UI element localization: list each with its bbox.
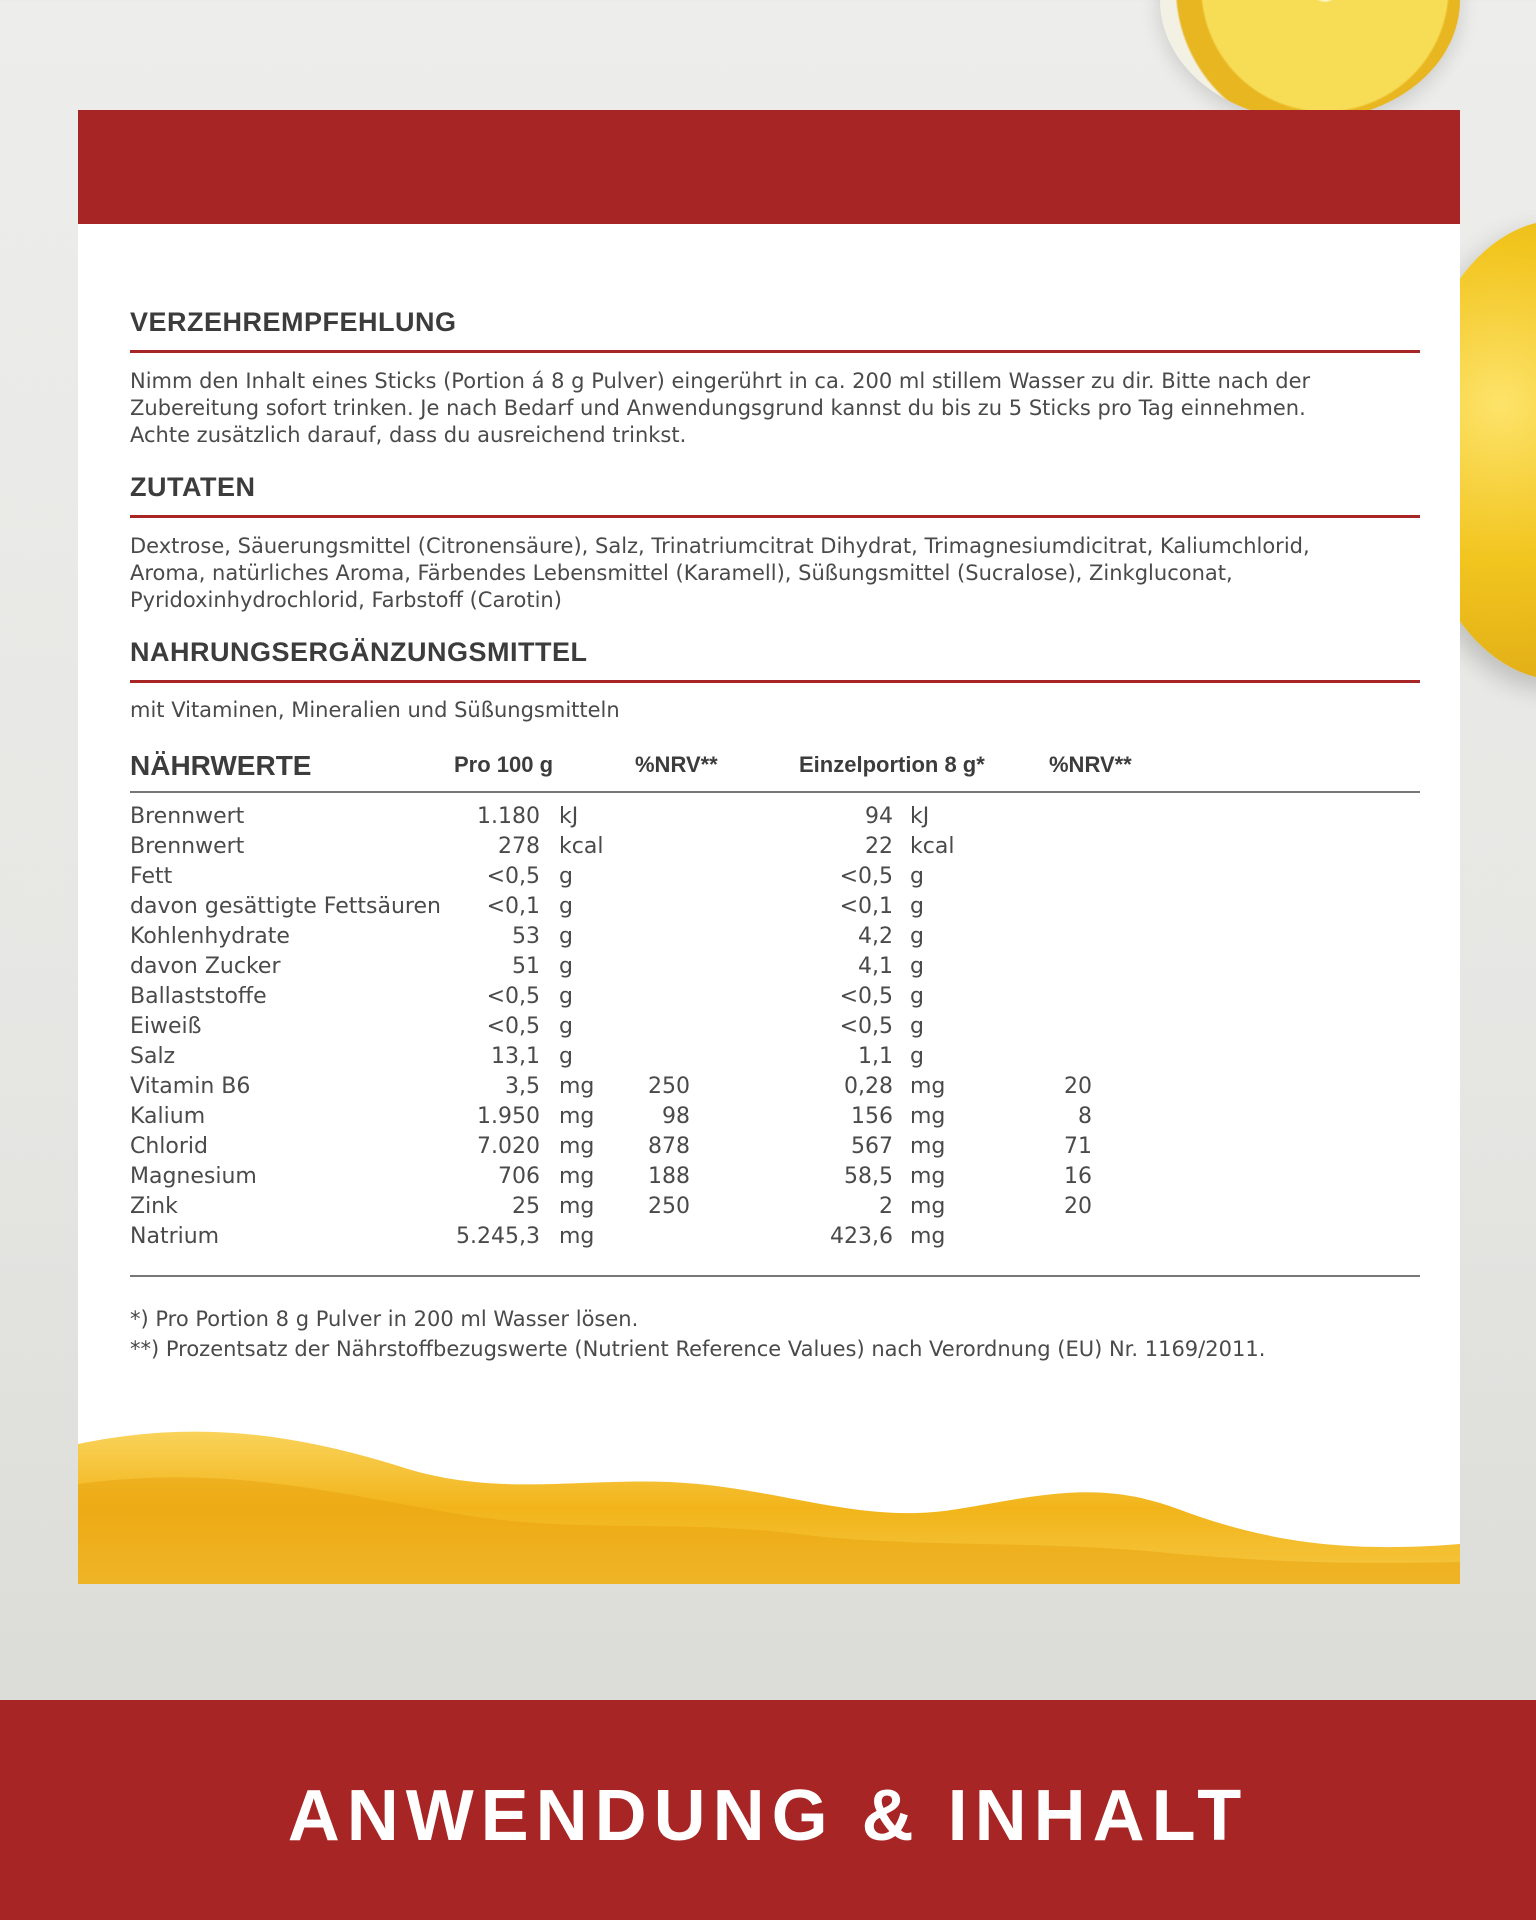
cell-vp: 94 bbox=[865, 804, 893, 829]
cell-v100: 3,5 bbox=[505, 1074, 540, 1099]
cell-up: mg bbox=[910, 1134, 946, 1159]
table-row bbox=[130, 1194, 1420, 1224]
header-nrv-100: %NRV** bbox=[635, 752, 718, 777]
cell-vp: 58,5 bbox=[844, 1164, 893, 1189]
section-rule bbox=[130, 515, 1420, 518]
cell-name: Ballaststoffe bbox=[130, 984, 267, 1009]
cell-u100: mg bbox=[559, 1164, 595, 1189]
cell-up: g bbox=[910, 864, 924, 889]
zutaten-line: Pyridoxinhydrochlorid, Farbstoff (Carotin) bbox=[130, 588, 562, 612]
cell-u100: g bbox=[559, 1014, 573, 1039]
table-bottom-rule bbox=[130, 1275, 1420, 1277]
cell-name: Kalium bbox=[130, 1104, 206, 1129]
cell-name: Brennwert bbox=[130, 804, 245, 829]
cell-up: g bbox=[910, 954, 924, 979]
verzehr-line: Zubereitung sofort trinken. Je nach Bedarf und Anwendungsgrund kannst du bis zu 5 Sticks pro Tag einnehmen. bbox=[130, 396, 1306, 420]
table-row bbox=[130, 924, 1420, 954]
cell-nrv2: 71 bbox=[1064, 1134, 1092, 1159]
cell-up: mg bbox=[910, 1104, 946, 1129]
cell-name: Salz bbox=[130, 1044, 176, 1069]
section-rule bbox=[130, 350, 1420, 353]
cell-v100: 13,1 bbox=[491, 1044, 540, 1069]
cell-up: kJ bbox=[910, 804, 930, 829]
table-row bbox=[130, 894, 1420, 924]
footnote: **) Prozentsatz der Nährstoffbezugswerte (Nutrient Reference Values) nach Verordnung (EU) Nr. 1169/2011. bbox=[130, 1337, 1266, 1361]
table-row bbox=[130, 1134, 1420, 1164]
lemon-slice-image bbox=[1160, 0, 1460, 120]
cell-nrv1: 250 bbox=[648, 1074, 690, 1099]
cell-up: g bbox=[910, 984, 924, 1009]
cell-name: davon gesättigte Fettsäuren bbox=[130, 894, 441, 919]
cell-name: Kohlenhydrate bbox=[130, 924, 290, 949]
cell-name: Fett bbox=[130, 864, 173, 889]
footnotes bbox=[130, 1304, 1420, 1364]
cell-name: Vitamin B6 bbox=[130, 1074, 251, 1099]
header-portion: Einzelportion 8 g* bbox=[799, 752, 985, 777]
cell-v100: <0,1 bbox=[486, 894, 540, 919]
table-row bbox=[130, 1014, 1420, 1044]
verzehr-line: Nimm den Inhalt eines Sticks (Portion á 8 g Pulver) eingerührt in ca. 200 ml stillem Wasser zu dir. Bitte nach der bbox=[130, 369, 1311, 393]
cell-v100: <0,5 bbox=[486, 864, 540, 889]
cell-v100: 5.245,3 bbox=[456, 1224, 540, 1249]
nutrition-header bbox=[130, 750, 1420, 790]
cell-v100: <0,5 bbox=[486, 1014, 540, 1039]
zutaten-text bbox=[130, 533, 1420, 614]
header-nrv-portion: %NRV** bbox=[1049, 752, 1132, 777]
cell-nrv1: 98 bbox=[662, 1104, 690, 1129]
cell-u100: g bbox=[559, 864, 573, 889]
cell-name: Magnesium bbox=[130, 1164, 257, 1189]
cell-u100: mg bbox=[559, 1194, 595, 1219]
banner-title: ANWENDUNG & INHALT bbox=[287, 1776, 1249, 1856]
table-row bbox=[130, 804, 1420, 834]
cell-v100: 278 bbox=[498, 834, 540, 859]
table-row bbox=[130, 1074, 1420, 1104]
cell-v100: 53 bbox=[512, 924, 540, 949]
nutrition-table bbox=[130, 804, 1420, 1254]
cell-v100: 25 bbox=[512, 1194, 540, 1219]
cell-u100: mg bbox=[559, 1104, 595, 1129]
section-title-zutaten: ZUTATEN bbox=[130, 472, 256, 502]
cell-up: mg bbox=[910, 1224, 946, 1249]
cell-vp: <0,1 bbox=[839, 894, 893, 919]
cell-vp: 1,1 bbox=[858, 1044, 893, 1069]
cell-u100: g bbox=[559, 894, 573, 919]
cell-name: Eiweiß bbox=[130, 1014, 202, 1039]
table-row bbox=[130, 1224, 1420, 1254]
cell-up: mg bbox=[910, 1194, 946, 1219]
cell-u100: kJ bbox=[559, 804, 579, 829]
cell-vp: 2 bbox=[879, 1194, 893, 1219]
cell-vp: 567 bbox=[851, 1134, 893, 1159]
cell-vp: <0,5 bbox=[839, 984, 893, 1009]
cell-up: g bbox=[910, 1044, 924, 1069]
table-row bbox=[130, 864, 1420, 894]
cell-up: mg bbox=[910, 1074, 946, 1099]
cell-u100: g bbox=[559, 954, 573, 979]
cell-nrv1: 878 bbox=[648, 1134, 690, 1159]
cell-name: Brennwert bbox=[130, 834, 245, 859]
cell-nrv1: 188 bbox=[648, 1164, 690, 1189]
cell-v100: 706 bbox=[498, 1164, 540, 1189]
cell-nrv2: 20 bbox=[1064, 1194, 1092, 1219]
cell-name: Natrium bbox=[130, 1224, 220, 1249]
cell-up: g bbox=[910, 924, 924, 949]
cell-up: g bbox=[910, 1014, 924, 1039]
cell-u100: mg bbox=[559, 1134, 595, 1159]
footnote: *) Pro Portion 8 g Pulver in 200 ml Wasser lösen. bbox=[130, 1307, 639, 1331]
cell-vp: 423,6 bbox=[830, 1224, 893, 1249]
card-header-band bbox=[78, 110, 1460, 224]
cell-u100: mg bbox=[559, 1224, 595, 1249]
cell-vp: 0,28 bbox=[844, 1074, 893, 1099]
cell-vp: <0,5 bbox=[839, 864, 893, 889]
cell-v100: 1.950 bbox=[477, 1104, 540, 1129]
table-row bbox=[130, 954, 1420, 984]
cell-vp: <0,5 bbox=[839, 1014, 893, 1039]
cell-v100: 7.020 bbox=[477, 1134, 540, 1159]
cell-nrv2: 8 bbox=[1078, 1104, 1092, 1129]
cell-vp: 4,1 bbox=[858, 954, 893, 979]
cell-u100: g bbox=[559, 1044, 573, 1069]
info-card bbox=[78, 110, 1460, 1584]
section-title-verzehrempfehlung: VERZEHREMPFEHLUNG bbox=[130, 307, 457, 337]
section-title-nahrungsergaenzungsmittel: NAHRUNGSERGÄNZUNGSMITTEL bbox=[130, 637, 588, 667]
cell-v100: <0,5 bbox=[486, 984, 540, 1009]
cell-vp: 4,2 bbox=[858, 924, 893, 949]
verzehr-text bbox=[130, 368, 1420, 449]
table-top-rule bbox=[130, 791, 1420, 793]
table-row bbox=[130, 1104, 1420, 1134]
table-row bbox=[130, 1164, 1420, 1194]
table-row bbox=[130, 1044, 1420, 1074]
zutaten-line: Aroma, natürliches Aroma, Färbendes Lebensmittel (Karamell), Süßungsmittel (Sucralose), Zinkgluconat, bbox=[130, 561, 1233, 585]
cell-u100: mg bbox=[559, 1074, 595, 1099]
verzehr-line: Achte zusätzlich darauf, dass du ausreichend trinkst. bbox=[130, 423, 687, 447]
cell-u100: g bbox=[559, 924, 573, 949]
cell-nrv2: 16 bbox=[1064, 1164, 1092, 1189]
cell-name: davon Zucker bbox=[130, 954, 281, 979]
cell-v100: 51 bbox=[512, 954, 540, 979]
section-rule bbox=[130, 680, 1420, 683]
table-row bbox=[130, 834, 1420, 864]
header-per100: Pro 100 g bbox=[454, 752, 554, 777]
cell-name: Chlorid bbox=[130, 1134, 208, 1159]
cell-v100: 1.180 bbox=[477, 804, 540, 829]
cell-nrv2: 20 bbox=[1064, 1074, 1092, 1099]
table-row bbox=[130, 984, 1420, 1014]
cell-up: kcal bbox=[910, 834, 955, 859]
zutaten-line: Dextrose, Säuerungsmittel (Citronensäure), Salz, Trinatriumcitrat Dihydrat, Trimagnesiumdicitrat, Kaliumchlorid, bbox=[130, 534, 1310, 558]
cell-nrv1: 250 bbox=[648, 1194, 690, 1219]
cell-u100: g bbox=[559, 984, 573, 1009]
cell-up: mg bbox=[910, 1164, 946, 1189]
cell-vp: 22 bbox=[865, 834, 893, 859]
liquid-wave-decoration bbox=[78, 1414, 1460, 1584]
nem-subtitle: mit Vitaminen, Mineralien und Süßungsmitteln bbox=[130, 698, 620, 722]
cell-up: g bbox=[910, 894, 924, 919]
nutrition-title: NÄHRWERTE bbox=[130, 750, 312, 781]
cell-name: Zink bbox=[130, 1194, 178, 1219]
cell-vp: 156 bbox=[851, 1104, 893, 1129]
cell-u100: kcal bbox=[559, 834, 604, 859]
